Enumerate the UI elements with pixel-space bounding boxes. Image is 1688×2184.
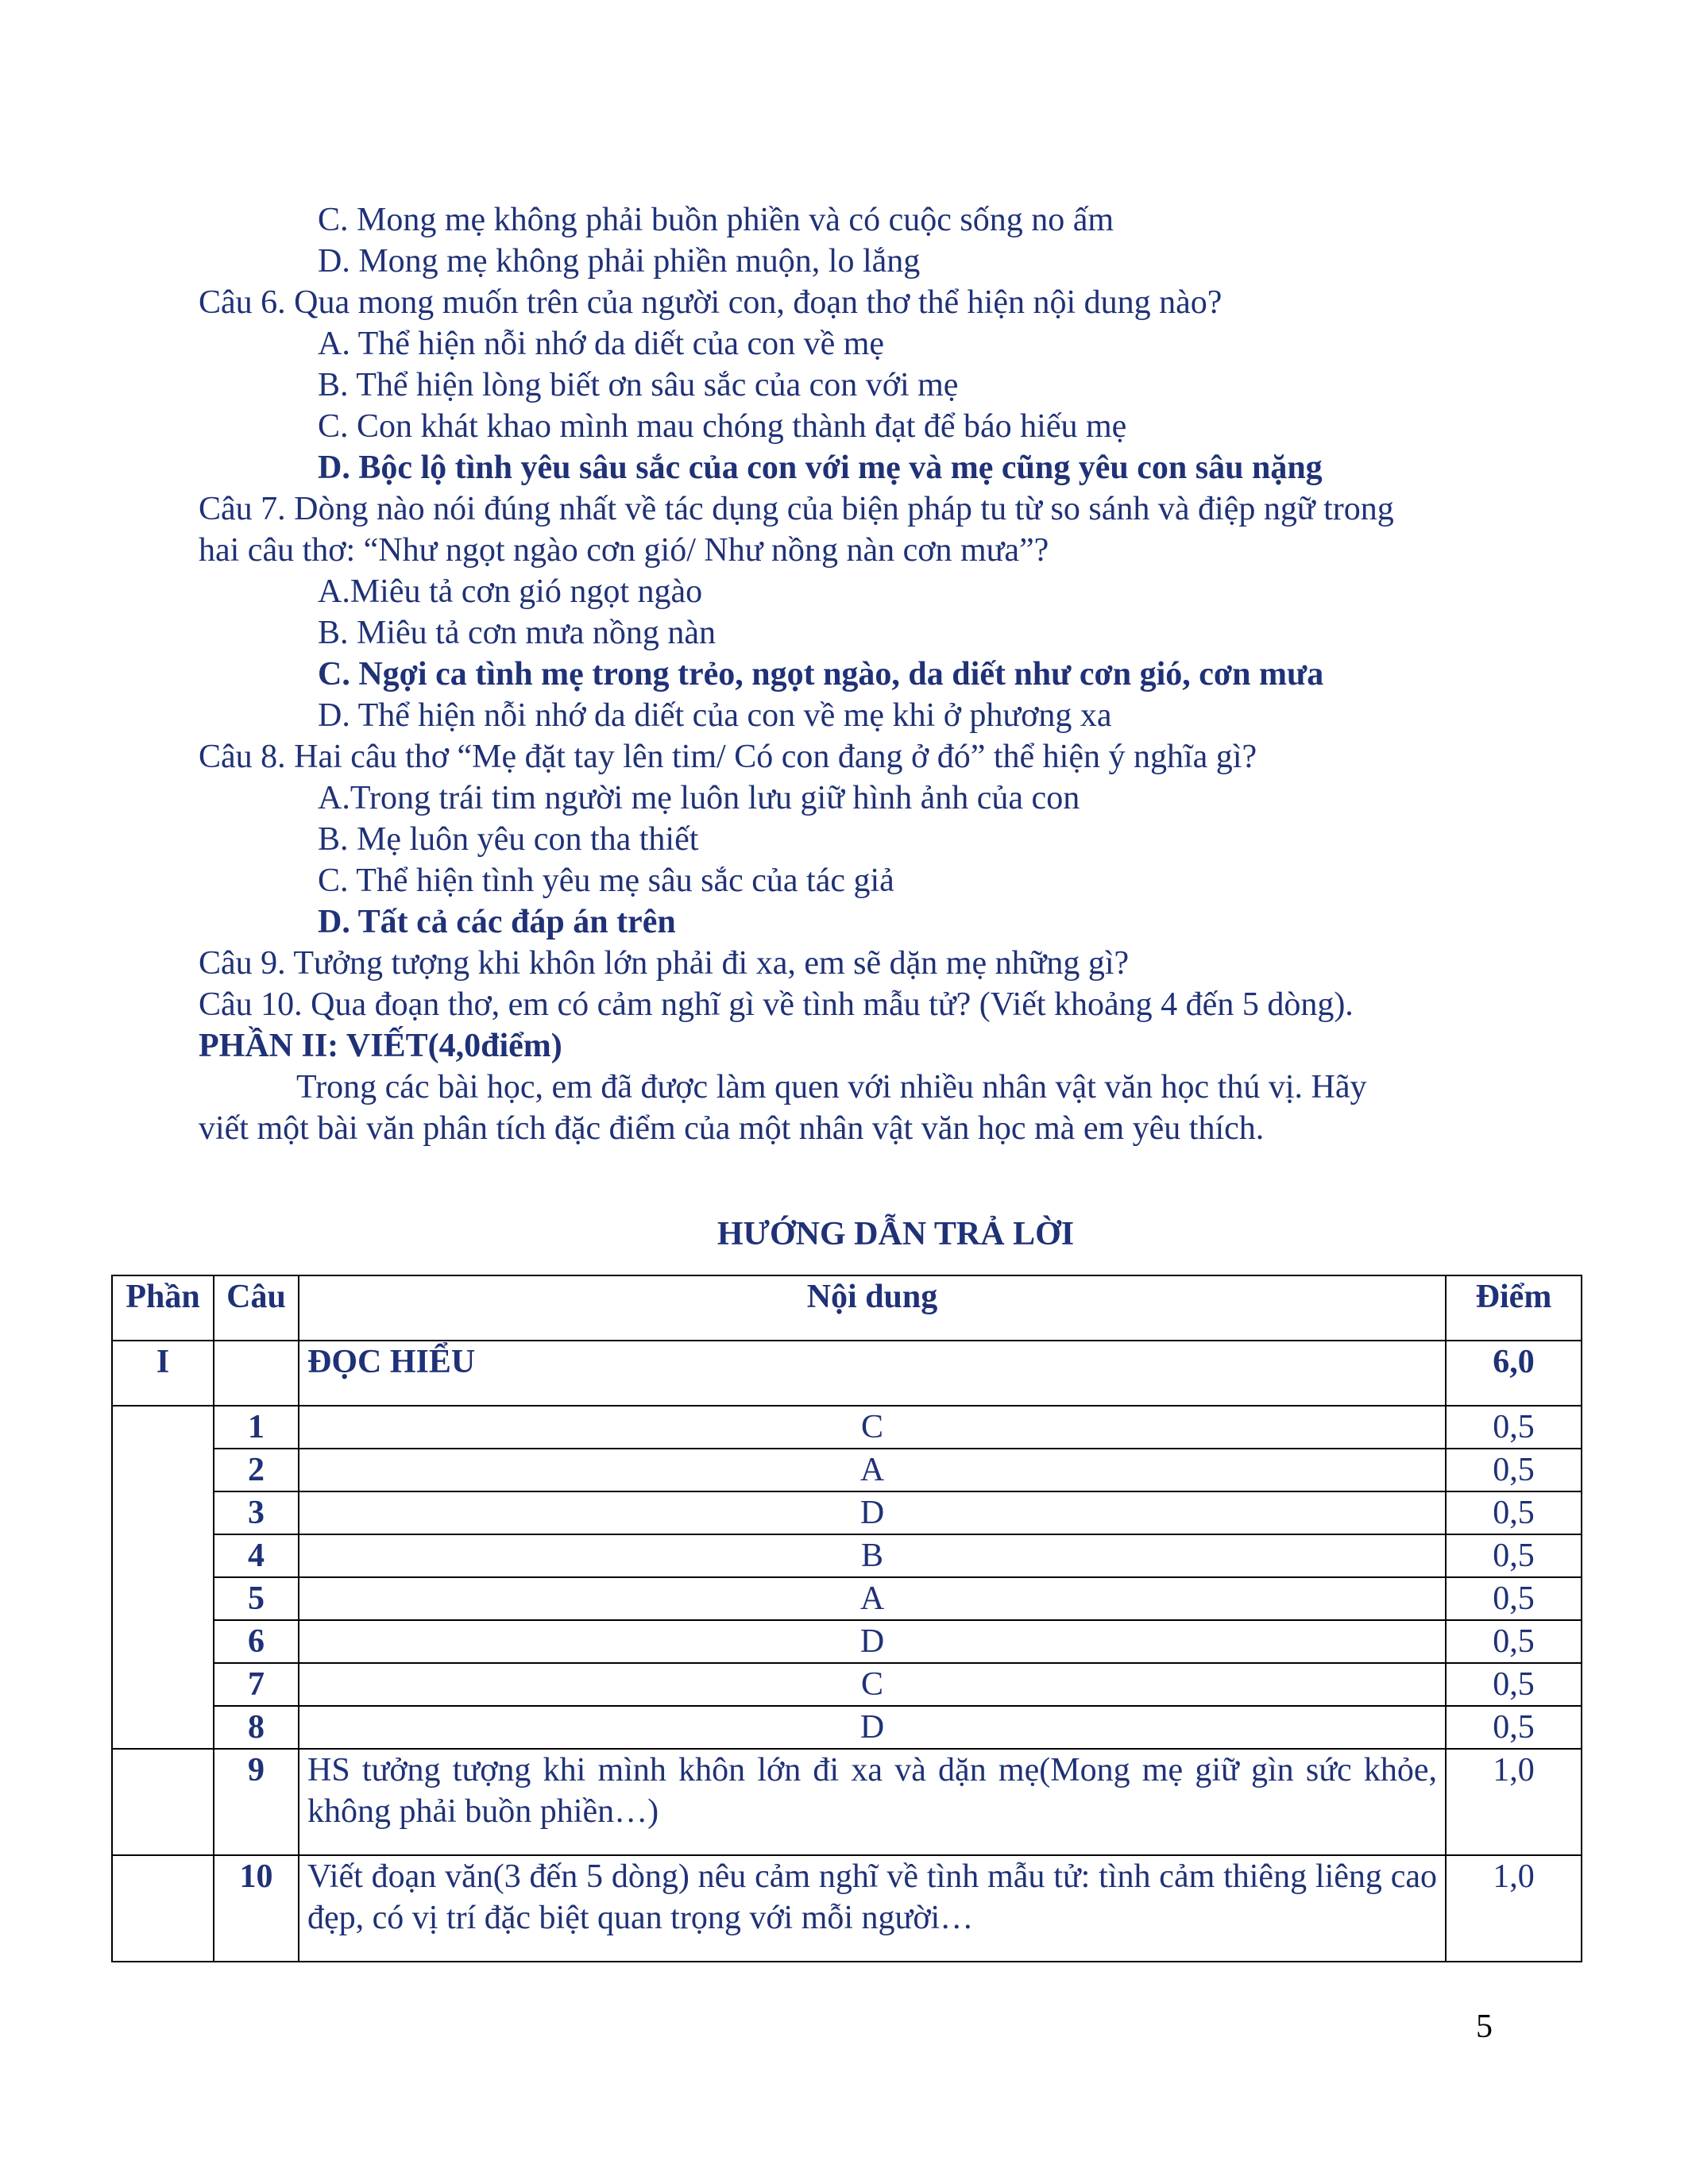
q8-option-c: C. Thể hiện tình yêu mẹ sâu sắc của tác giả [318, 862, 894, 899]
question-number: 3 [214, 1491, 299, 1534]
part-cell-empty [112, 1749, 214, 1855]
page-number: 5 [1476, 2008, 1493, 2045]
q7-option-a: A.Miêu tả cơn gió ngọt ngào [318, 573, 703, 610]
table-header-row [112, 1275, 1582, 1341]
section-question-empty [214, 1341, 299, 1406]
question-8: Câu 8. Hai câu thơ “Mẹ đặt tay lên tim/ Có con đang ở đó” thể hiện ý nghĩa gì? [199, 739, 1257, 775]
question-7-cont: hai câu thơ: “Như ngọt ngào cơn gió/ Như nồng nàn cơn mưa”? [199, 532, 1049, 569]
table-row [112, 1577, 1582, 1620]
table-row [112, 1534, 1582, 1577]
score-cell: 0,5 [1446, 1406, 1582, 1449]
score-cell: 0,5 [1446, 1620, 1582, 1663]
q5-option-d: D. Mong mẹ không phải phiền muộn, lo lắng [318, 243, 921, 280]
table-row-q10 [112, 1855, 1582, 1962]
header-score: Điểm [1446, 1275, 1582, 1341]
question-number: 10 [214, 1855, 299, 1962]
score-cell: 1,0 [1446, 1749, 1582, 1855]
header-question: Câu [214, 1275, 299, 1341]
q6-option-c: C. Con khát khao mình mau chóng thành đạt để báo hiếu mẹ [318, 408, 1127, 445]
answer-cell: D [299, 1491, 1446, 1534]
part-cell-empty [112, 1406, 214, 1749]
table-row [112, 1449, 1582, 1491]
q6-option-d-answer: D. Bộc lộ tình yêu sâu sắc của con với mẹ và mẹ cũng yêu con sâu nặng [318, 450, 1323, 486]
question-10: Câu 10. Qua đoạn thơ, em có cảm nghĩ gì về tình mẫu tử? (Viết khoảng 4 đến 5 dòng). [199, 986, 1354, 1023]
question-6: Câu 6. Qua mong muốn trên của người con, đoạn thơ thể hiện nội dung nào? [199, 284, 1223, 321]
q8-option-b: B. Mẹ luôn yêu con tha thiết [318, 821, 699, 858]
score-cell: 0,5 [1446, 1491, 1582, 1534]
score-cell: 0,5 [1446, 1449, 1582, 1491]
question-number: 9 [214, 1749, 299, 1855]
q7-option-c-answer: C. Ngợi ca tình mẹ trong trẻo, ngọt ngào, da diết như cơn gió, cơn mưa [318, 656, 1324, 693]
score-cell: 0,5 [1446, 1706, 1582, 1749]
part-cell-empty [112, 1855, 214, 1962]
question-number: 4 [214, 1534, 299, 1577]
answer-cell: D [299, 1706, 1446, 1749]
answer-cell: C [299, 1406, 1446, 1449]
writing-prompt-cont: viết một bài văn phân tích đặc điểm của một nhân vật văn học mà em yêu thích. [199, 1110, 1265, 1147]
score-cell: 0,5 [1446, 1577, 1582, 1620]
answer-cell: D [299, 1620, 1446, 1663]
q8-option-d-answer: D. Tất cả các đáp án trên [318, 904, 676, 940]
question-number: 6 [214, 1620, 299, 1663]
question-number: 5 [214, 1577, 299, 1620]
header-part: Phần [112, 1275, 214, 1341]
answer-cell: C [299, 1663, 1446, 1706]
part-2-heading: PHẦN II: VIẾT(4,0điểm) [199, 1028, 562, 1064]
table-row [112, 1663, 1582, 1706]
section-title: ĐỌC HIỂU [299, 1341, 1446, 1406]
table-row [112, 1491, 1582, 1534]
question-9: Câu 9. Tưởng tượng khi khôn lớn phải đi xa, em sẽ dặn mẹ những gì? [199, 945, 1130, 982]
answer-cell: B [299, 1534, 1446, 1577]
answer-table [111, 1275, 1582, 1962]
q6-option-b: B. Thể hiện lòng biết ơn sâu sắc của con với mẹ [318, 367, 959, 403]
q7-option-b: B. Miêu tả cơn mưa nồng nàn [318, 615, 717, 651]
question-7: Câu 7. Dòng nào nói đúng nhất về tác dụng của biện pháp tu từ so sánh và điệp ngữ trong [199, 491, 1394, 527]
section-row [112, 1341, 1582, 1406]
answer-guidance: Viết đoạn văn(3 đến 5 dòng) nêu cảm nghĩ về tình mẫu tử: tình cảm thiêng liêng cao đẹp, có vị trí đặc biệt quan trọng với mỗi người… [299, 1855, 1446, 1962]
score-cell: 1,0 [1446, 1855, 1582, 1962]
q7-option-d: D. Thể hiện nỗi nhớ da diết của con về mẹ khi ở phương xa [318, 697, 1112, 734]
q6-option-a: A. Thể hiện nỗi nhớ da diết của con về mẹ [318, 326, 885, 362]
table-row [112, 1620, 1582, 1663]
section-part: I [112, 1341, 214, 1406]
question-number: 2 [214, 1449, 299, 1491]
answer-guide-title: HƯỚNG DẪN TRẢ LỜI [717, 1216, 1075, 1252]
table-row [112, 1406, 1582, 1449]
answer-cell: A [299, 1449, 1446, 1491]
q8-option-a: A.Trong trái tim người mẹ luôn lưu giữ hình ảnh của con [318, 780, 1080, 816]
table-row-q9 [112, 1749, 1582, 1855]
question-number: 1 [214, 1406, 299, 1449]
question-number: 7 [214, 1663, 299, 1706]
score-cell: 0,5 [1446, 1663, 1582, 1706]
section-score: 6,0 [1446, 1341, 1582, 1406]
question-number: 8 [214, 1706, 299, 1749]
writing-prompt: Trong các bài học, em đã được làm quen với nhiều nhân vật văn học thú vị. Hãy [296, 1069, 1367, 1106]
header-content: Nội dung [299, 1275, 1446, 1341]
score-cell: 0,5 [1446, 1534, 1582, 1577]
table-row [112, 1706, 1582, 1749]
q5-option-c: C. Mong mẹ không phải buồn phiền và có cuộc sống no ấm [318, 202, 1114, 238]
answer-cell: A [299, 1577, 1446, 1620]
answer-guidance: HS tưởng tượng khi mình khôn lớn đi xa và dặn mẹ(Mong mẹ giữ gìn sức khỏe, không phải buồn phiền…) [299, 1749, 1446, 1855]
